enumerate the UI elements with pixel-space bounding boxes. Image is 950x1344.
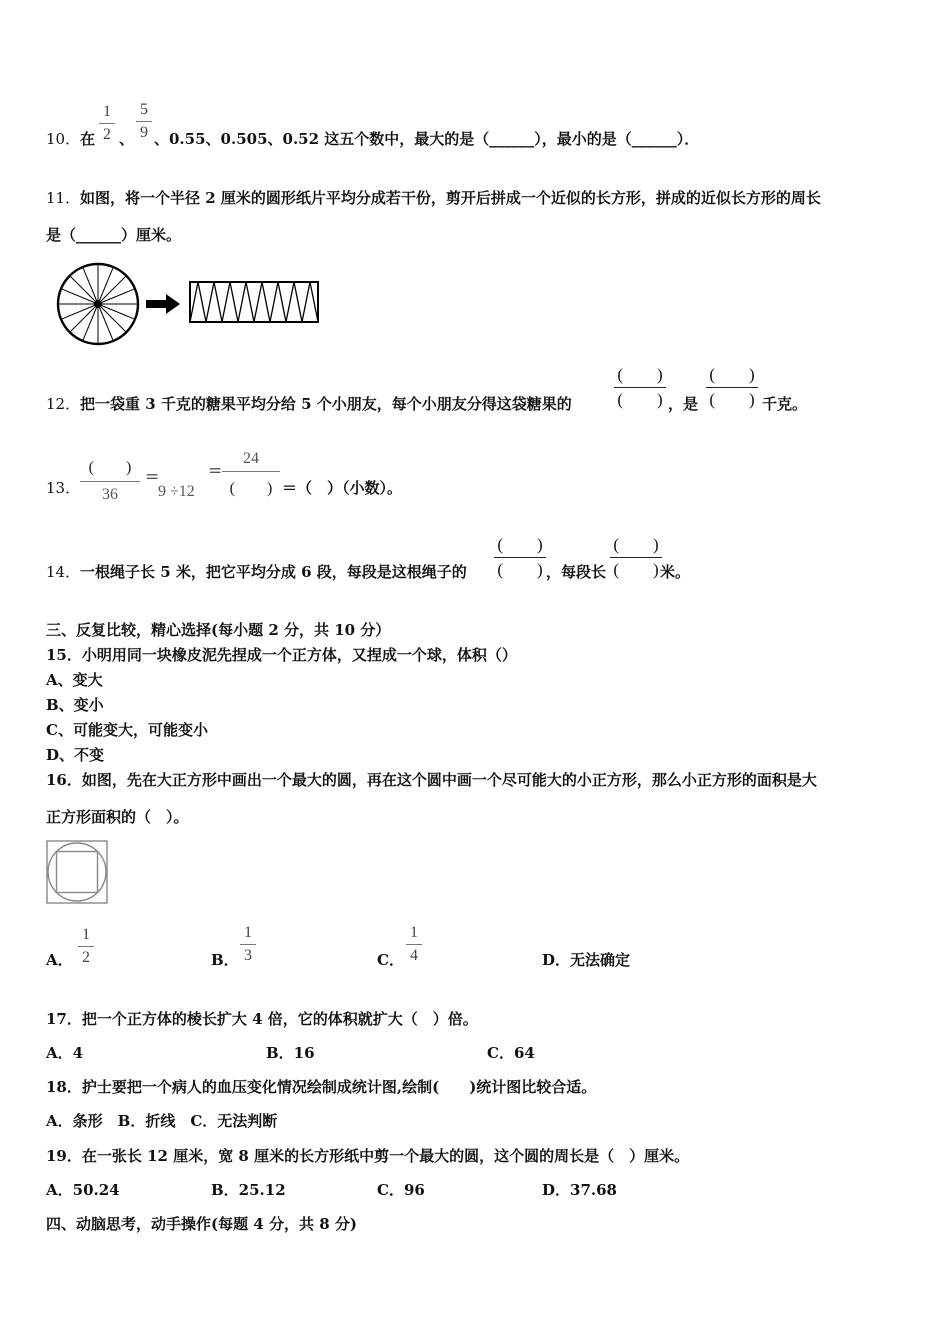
q10-fraction-half [99,103,115,144]
q15-option-d: D、不变 [46,746,105,764]
circle-spoke [70,304,98,332]
q14-f2-num: ( ) [613,535,659,554]
q16-line1: 16．如图，先在大正方形中画出一个最大的圆，再在这个圆中画一个尽可能大的小正方形，那么小正方形的面积是大 [46,771,817,789]
q12-text: 把一袋重 3 千克的糖果平均分给 5 个小朋友，每个小朋友分得这袋糖果的 [80,395,572,413]
q16-a-den: 2 [82,949,90,966]
q14-f2-den: ( ) [613,560,659,579]
q19-question: 19．在一张长 12 厘米，宽 8 厘米的长方形纸中剪一个最大的圆，这个圆的周长是（ ）厘米。 [46,1147,690,1165]
q17-question: 17．把一个正方体的棱长扩大 4 倍，它的体积就扩大（ ）倍。 [46,1010,478,1028]
q16-option-c-fraction [406,924,422,965]
q16-option-a-fraction [78,926,94,967]
q11-circle-to-rectangle-figure [54,258,324,350]
q10-fraction-five-ninths [136,101,152,142]
q19-option-a: A．50.24 [46,1181,120,1199]
q16-b-den: 3 [244,947,252,964]
q17-option-a: A．4 [46,1044,84,1062]
q16-c-den: 4 [410,947,418,964]
q18-question: 18．护士要把一个病人的血压变化情况绘制成统计图,绘制( )统计图比较合适。 [46,1078,597,1096]
q10-number: 10． [46,130,81,148]
q11-line2: 是（______）厘米。 [46,226,182,244]
q16-line2: 正方形面积的（ ）。 [46,808,189,826]
q17-option-b: B．16 [266,1044,315,1062]
q10-text: 、0.55、0.505、0.52 这五个数中，最大的是（______），最小的是（______）． [154,130,700,148]
q16-option-c-label: C． [377,951,404,969]
q10-sep: 、 [119,130,135,148]
q14-fraction-blank-2 [610,536,662,579]
q13-number: 13． [46,479,81,497]
q14-end: 米。 [660,563,691,581]
q13-f1-num: ( ) [88,459,132,476]
q12-number: 12． [46,395,81,413]
q15-option-b: B、变小 [46,696,104,714]
arrow-icon [146,294,180,314]
q13-equals-1: = [145,467,160,487]
q19-option-b: B．25.12 [211,1181,286,1199]
q12-f1-num: ( ) [617,365,663,384]
circle-spoke [98,276,126,304]
q17-option-c: C．64 [487,1044,535,1062]
q14-f1-num: ( ) [497,535,543,554]
q10-f1-den: 2 [103,126,111,143]
q15-option-a: A、变大 [46,671,103,689]
q13-division: 9 ÷12 [158,483,195,500]
q14-text: 一根绳子长 5 米，把它平均分成 6 段，每段是这根绳子的 [80,563,467,581]
q16-option-b-fraction [240,924,256,965]
q14-f1-den: ( ) [497,560,543,579]
q12-f1-den: ( ) [617,390,663,409]
q13-f2-den: ( ) [229,480,273,497]
q11-number: 11． [46,189,81,207]
divided-circle-figure [58,264,138,344]
circle-spoke [70,276,98,304]
q12-fraction-blank-1 [614,366,666,409]
q12-end: 千克。 [762,395,808,413]
q13-equals-2: = [208,461,223,481]
q13-tail: ＝（ ）（小数）。 [282,479,403,497]
q16-option-d: D．无法确定 [542,951,631,969]
section-4-heading: 四、动脑思考，动手操作(每题 4 分，共 8 分) [46,1215,357,1233]
q18-options: A．条形 B．折线 C．无法判断 [46,1112,278,1130]
q16-a-num: 1 [82,926,90,943]
q13-f1-den: 36 [102,486,118,503]
q14-number: 14． [46,563,81,581]
q11-line1: 如图，将一个半径 2 厘米的圆形纸片平均分成若干份，剪开后拼成一个近似的长方形，拼成的近似长方形的周长 [80,189,821,207]
q10-f2-num: 5 [140,101,148,118]
q13-fraction-blank-over-36 [80,454,140,504]
q16-square-circle-square-figure [46,840,110,906]
q12-f2-den: ( ) [709,390,755,409]
q15-option-c: C、可能变大，可能变小 [46,721,208,739]
q14-mid: ，每段长 [546,563,607,581]
q16-option-b-label: B． [211,951,239,969]
q19-option-c: C．96 [377,1181,425,1199]
q10-f1-num: 1 [103,103,111,120]
q10-f2-den: 9 [140,124,148,141]
q16-b-num: 1 [244,924,252,941]
q16-c-num: 1 [410,924,418,941]
q14-fraction-blank-1 [494,536,546,579]
approximate-rectangle-figure [190,282,318,322]
q12-f2-num: ( ) [709,365,755,384]
q15-question: 15．小明用同一块橡皮泥先捏成一个正方体，又捏成一个球，体积（） [46,646,517,664]
q16-option-a-label: A． [46,951,73,969]
circle-spoke [98,304,126,332]
q12-mid: ，是 [668,395,699,413]
q12-fraction-blank-2 [706,366,758,409]
section-3-heading: 三、反复比较，精心选择(每小题 2 分，共 10 分） [46,621,391,639]
q13-fraction-24-over-blank [222,450,280,498]
q19-option-d: D．37.68 [542,1181,617,1199]
q10-pre: 在 [80,130,96,148]
q13-f2-num: 24 [243,450,259,467]
